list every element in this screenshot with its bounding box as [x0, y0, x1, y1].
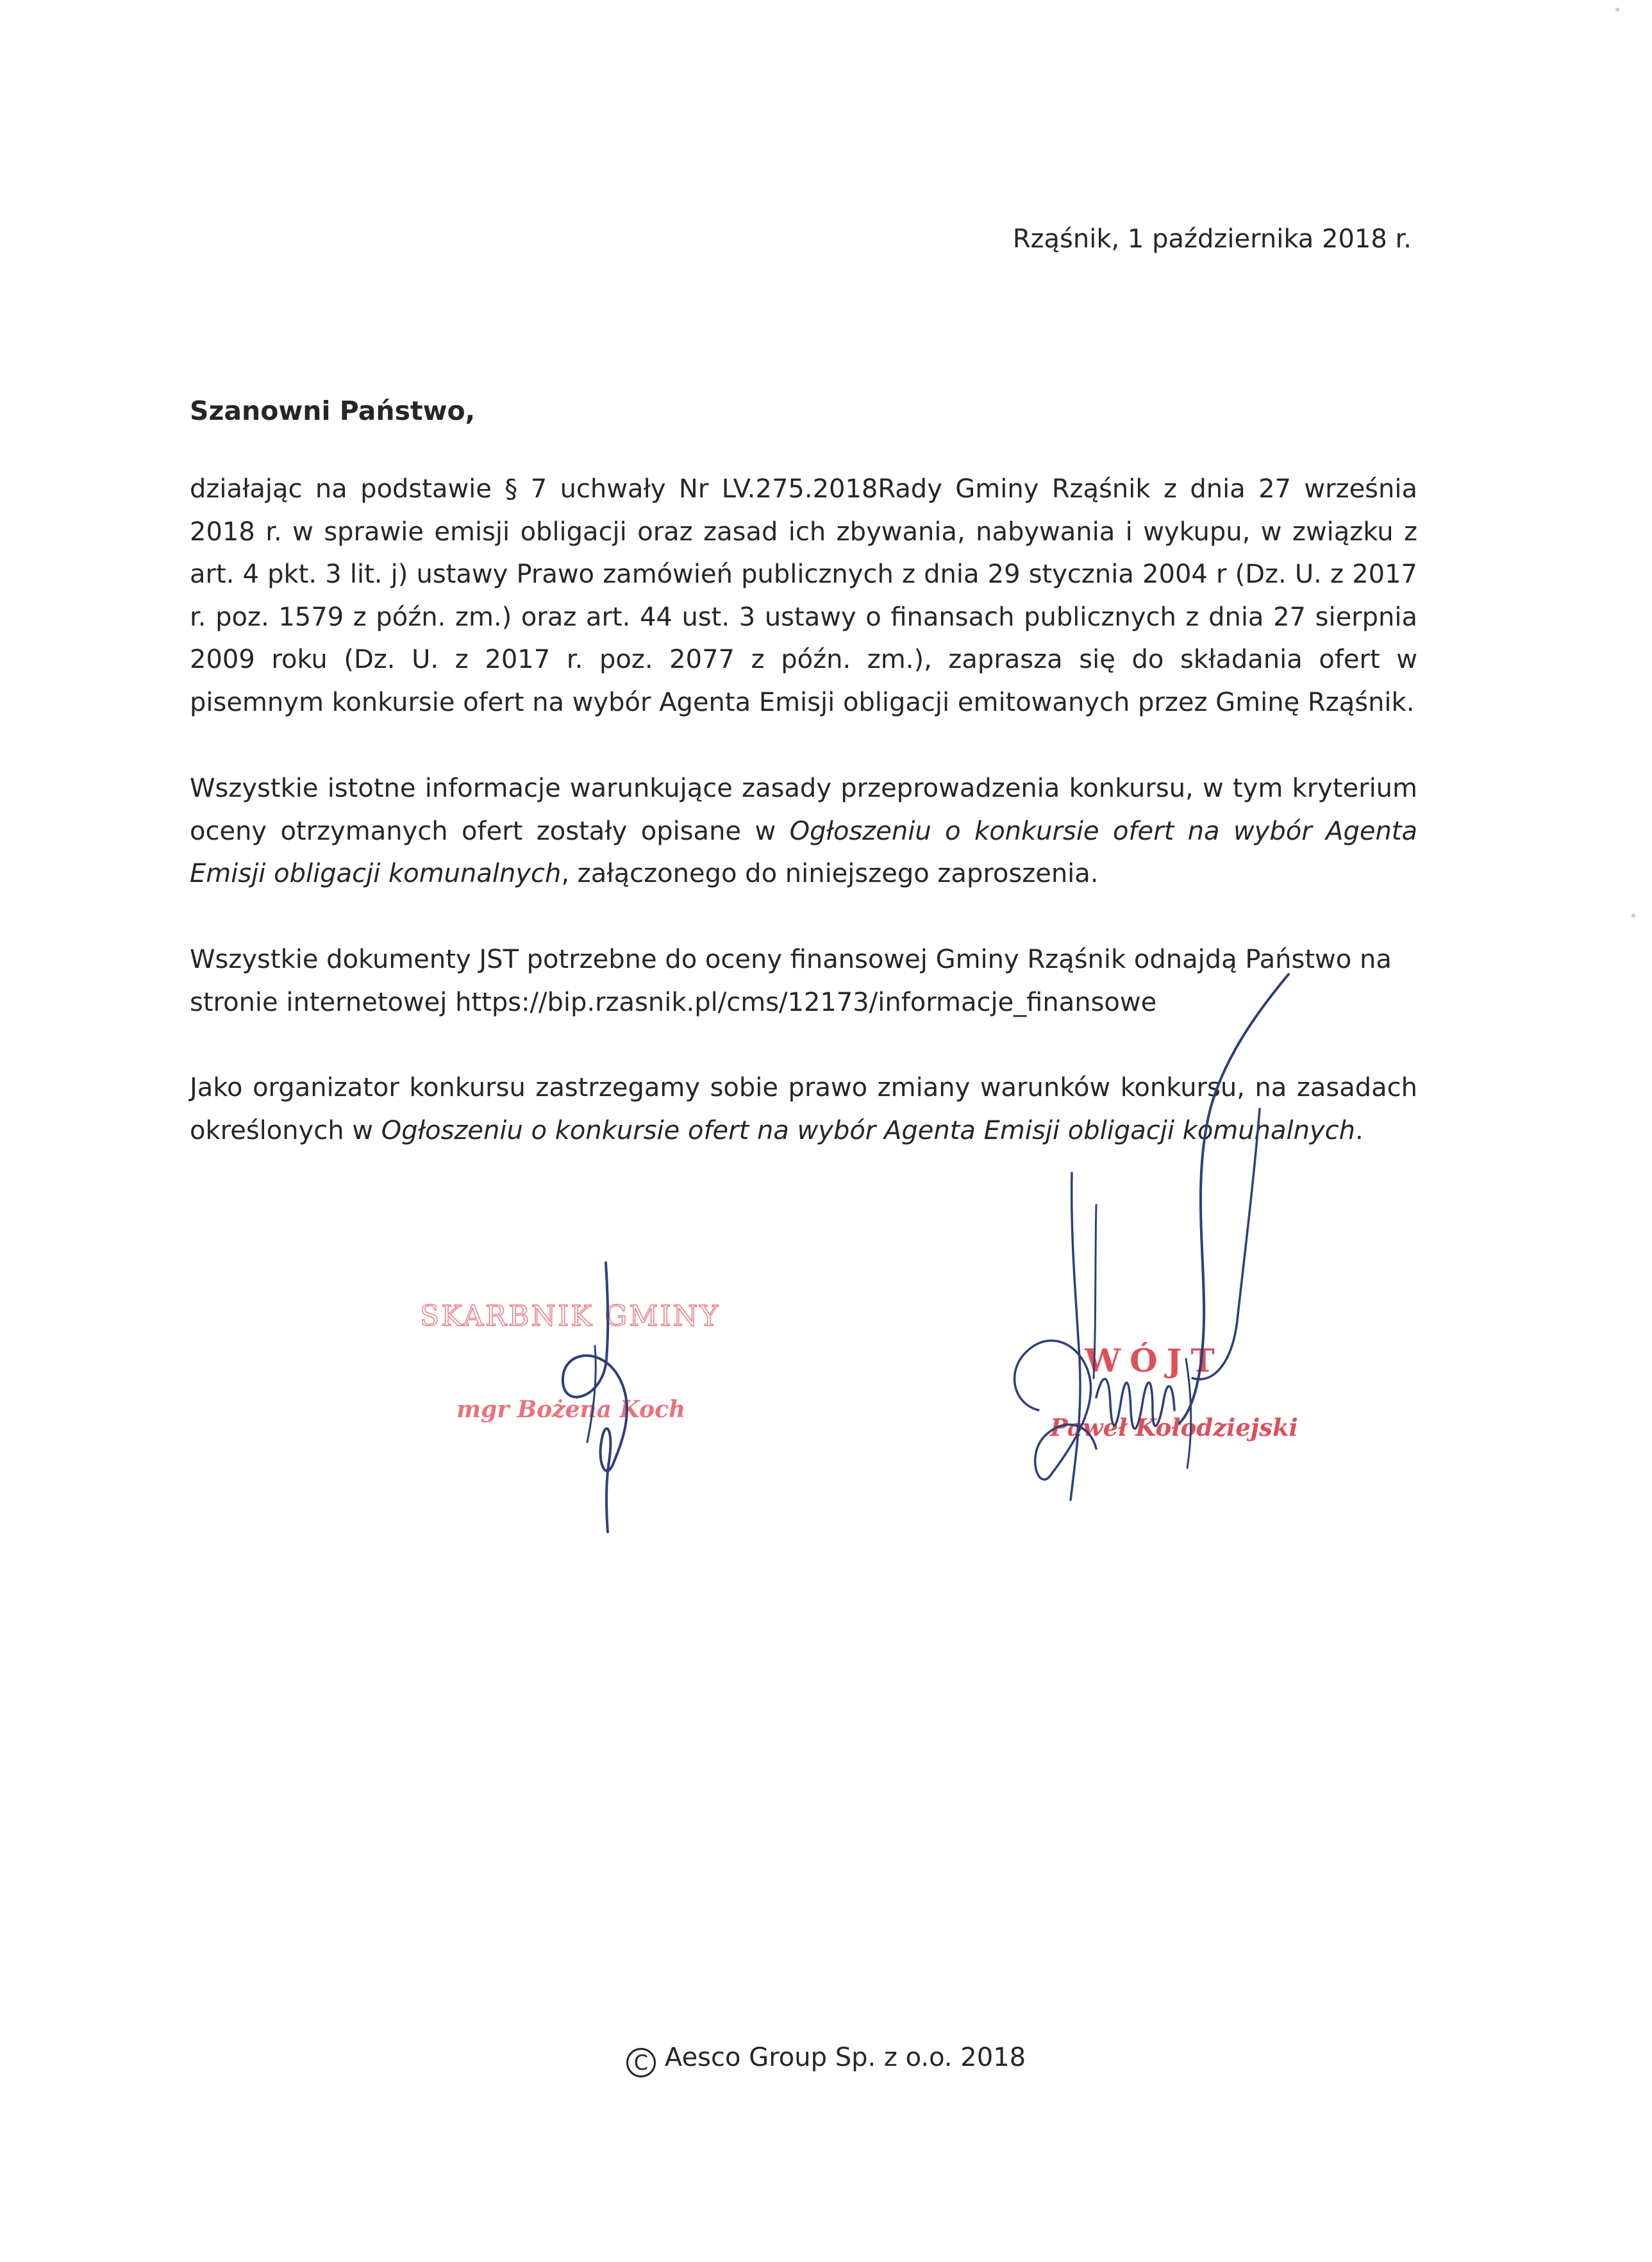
paragraph-3-text: stronie internetowej [190, 987, 456, 1017]
paragraph-4-text: Jako organizator konkursu zastrzegamy sobie prawo zmiany warunków konkursu, na zasadach określonych w [190, 1073, 1417, 1145]
scan-dot [1631, 913, 1635, 917]
paragraph-3 [190, 938, 1417, 1024]
announcement-title-italic-2: Ogłoszeniu o konkursie ofert na wybór Agenta Emisji obligacji komunalnych [381, 1115, 1355, 1145]
signature-skarbnik-icon [526, 1250, 667, 1538]
copyright-icon: C [626, 2048, 656, 2077]
greeting: Szanowni Państwo, [190, 395, 476, 426]
stamp-skarbnik-name: mgr Bożena Koch [456, 1396, 686, 1423]
stamp-wojt-title: WÓJT [1085, 1342, 1224, 1379]
scan-dot [1615, 8, 1619, 12]
paragraph-3-line-1: Wszystkie dokumenty JST potrzebne do oceny finansowej Gminy Rząśnik odnajdą Państwo na [190, 945, 1392, 974]
finance-url: https://bip.rzasnik.pl/cms/12173/informacje_finansowe [455, 987, 1157, 1017]
stamp-wojt-name: Paweł Kołodziejski [1050, 1413, 1298, 1442]
footer-text: Aesco Group Sp. z o.o. 2018 [664, 2043, 1026, 2072]
paragraph-3-line-2 [190, 981, 1417, 1024]
date-line: Rząśnik, 1 października 2018 r. [1012, 224, 1412, 254]
announcement-title-italic: Ogłoszeniu o konkursie ofert na wybór Agenta Emisji obligacji komunalnych [190, 816, 1417, 888]
paragraph-4 [190, 1067, 1417, 1152]
paragraph-2 [190, 767, 1417, 895]
paragraph-2-text-end: , załączonego do niniejszego zaproszenia. [561, 859, 1099, 888]
stamp-skarbnik-title: SKARBNIK GMINY [420, 1300, 721, 1333]
paragraph-4-text-end: . [1355, 1115, 1364, 1145]
paragraph-1: działając na podstawie § 7 uchwały Nr LV.275.2018Rady Gminy Rząśnik z dnia 27 września 2018 r. w sprawie emisji obligacji oraz zasad ich zbywania, nabywania i wykupu, w związku z art. 4 pkt. 3 lit. j) ustawy Prawo zamówień publicznych z dnia 29 stycznia 2004 r (Dz. U. z 2017 r. poz. 1579 z późn. zm.) oraz art. 44 ust. 3 ustawy o finansach publicznych z dnia 27 sierpnia 2009 roku (Dz. U. z 2017 r. poz. 2077 z późn. zm.), zaprasza się do składania ofert w pisemnym konkursie ofert na wybór Agenta Emisji obligacji emitowanych przez Gminę Rząśnik. [190, 474, 1417, 717]
paragraph-2-text: Wszystkie istotne informacje warunkujące zasady przeprowadzenia konkursu, w tym kryterium oceny otrzymanych ofert zostały opisane w [190, 774, 1417, 846]
footer [0, 2040, 1652, 2077]
